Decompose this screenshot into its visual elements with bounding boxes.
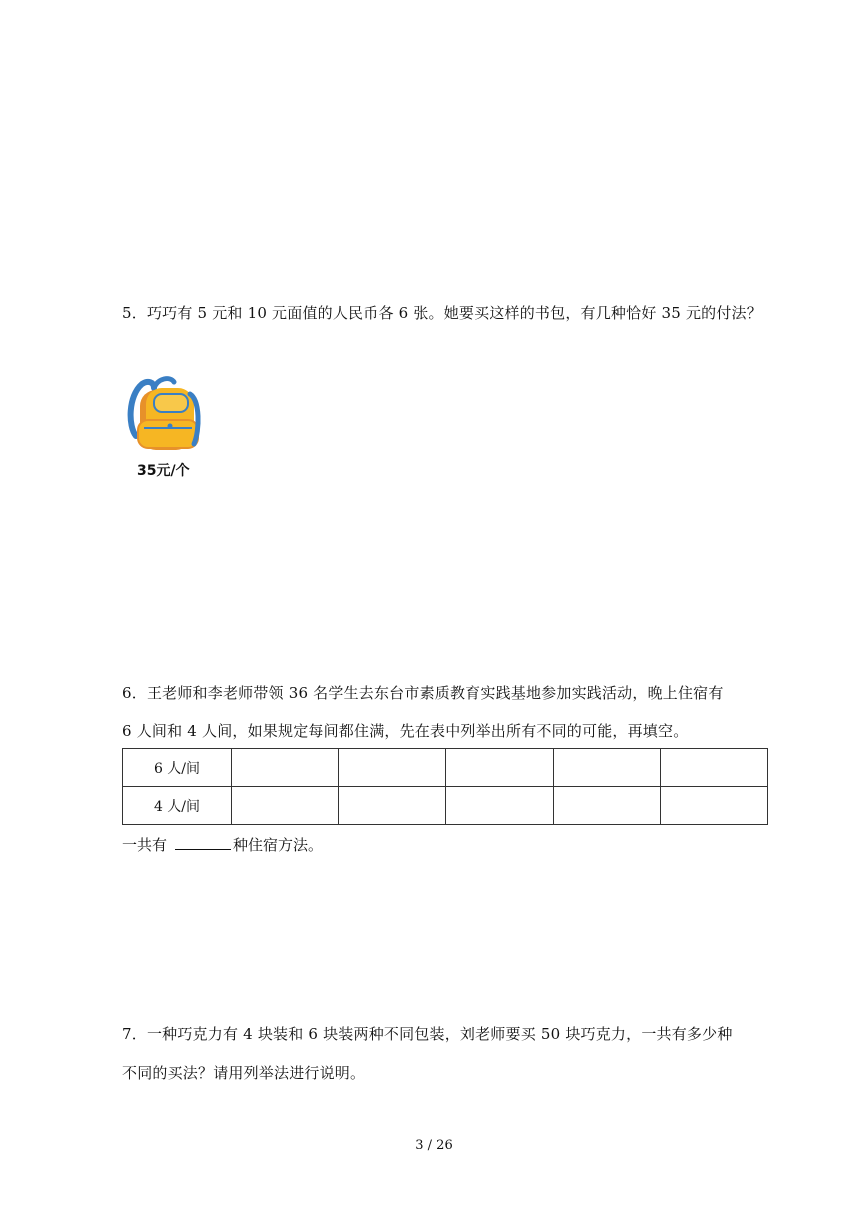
answer-line	[122, 834, 323, 855]
answer-prefix: 一共有	[122, 836, 168, 854]
table-cell[interactable]	[446, 749, 553, 787]
table-cell[interactable]	[339, 787, 446, 825]
table-cell[interactable]	[446, 787, 553, 825]
page-number: 3 / 26	[415, 1138, 453, 1153]
answer-blank[interactable]	[175, 835, 231, 850]
question-6-line1: 6．王老师和李老师带领 36 名学生去东台市素质教育实践基地参加实践活动，晚上住宿有	[122, 684, 724, 702]
question-6-line2: 6 人间和 4 人间，如果规定每间都住满，先在表中列举出所有不同的可能，再填空。	[122, 722, 689, 740]
price-label: 35元/个	[137, 463, 190, 479]
question-7-line1: 7．一种巧克力有 4 块装和 6 块装两种不同包装，刘老师要买 50 块巧克力，一共有多少种	[122, 1025, 733, 1043]
answer-suffix: 种住宿方法。	[233, 836, 324, 854]
row-label-6-person: 6 人/间	[123, 749, 232, 787]
table-cell[interactable]	[660, 749, 767, 787]
table-cell[interactable]	[232, 787, 339, 825]
table-cell[interactable]	[339, 749, 446, 787]
backpack-icon	[124, 374, 204, 454]
question-7-line2: 不同的买法？请用列举法进行说明。	[122, 1064, 366, 1082]
table-cell[interactable]	[232, 749, 339, 787]
table-cell[interactable]	[553, 749, 660, 787]
lodging-table	[122, 748, 768, 825]
question-5-text: 5．巧巧有 5 元和 10 元面值的人民币各 6 张。她要买这样的书包，有几种恰好 35 元的付法？	[122, 304, 762, 322]
row-label-4-person: 4 人/间	[123, 787, 232, 825]
table-cell[interactable]	[553, 787, 660, 825]
table-cell[interactable]	[660, 787, 767, 825]
table-row	[123, 749, 768, 787]
table-row	[123, 787, 768, 825]
